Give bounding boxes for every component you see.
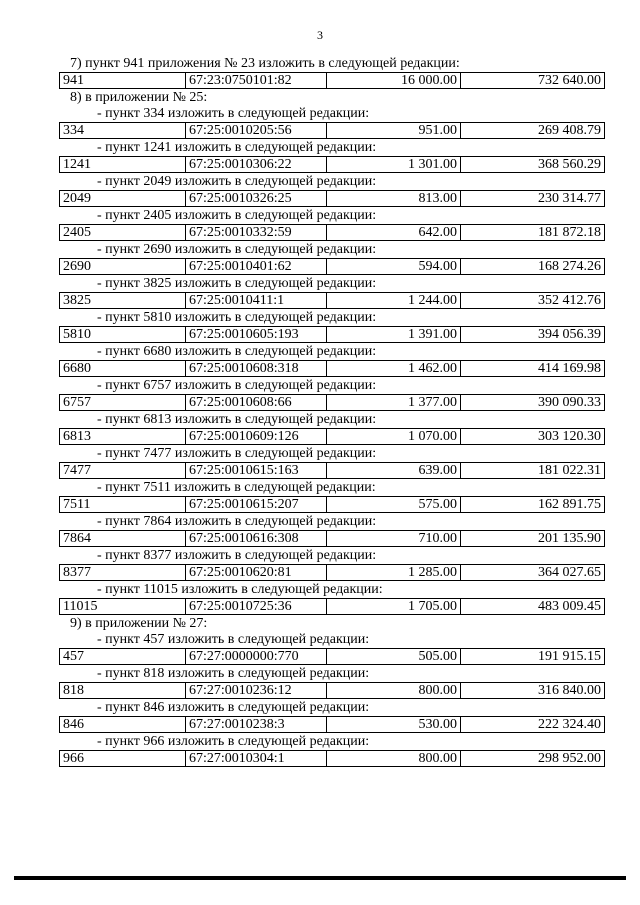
table-row xyxy=(59,190,605,207)
cadastral-number-cell: 67:25:0010725:36 xyxy=(186,599,327,614)
value-cell: 483 009.45 xyxy=(538,599,601,614)
area-cell: 505.00 xyxy=(327,649,461,664)
item-number-cell: 7864 xyxy=(60,531,186,546)
instruction-line: - пункт 2405 изложить в следующей редакции: xyxy=(97,208,377,223)
instruction-line: - пункт 8377 изложить в следующей редакции: xyxy=(97,548,377,563)
item-number-cell: 5810 xyxy=(60,327,186,342)
table-row xyxy=(59,122,605,139)
table-row xyxy=(59,224,605,241)
cadastral-number-cell: 67:25:0010609:126 xyxy=(186,429,327,444)
table-row xyxy=(59,258,605,275)
instruction-line: - пункт 6757 изложить в следующей редакции: xyxy=(97,378,377,393)
table-row xyxy=(59,716,605,733)
footer-rule xyxy=(14,876,626,880)
cadastral-number-cell: 67:25:0010608:66 xyxy=(186,395,327,410)
item-number-cell: 457 xyxy=(60,649,186,664)
value-cell: 181 022.31 xyxy=(538,463,601,478)
area-cell: 1 705.00 xyxy=(327,599,461,614)
item-number-cell: 966 xyxy=(60,751,186,766)
instruction-line: - пункт 7864 изложить в следующей редакции: xyxy=(97,514,377,529)
item-number-cell: 3825 xyxy=(60,293,186,308)
value-cell: 316 840.00 xyxy=(538,683,601,698)
item-number-cell: 818 xyxy=(60,683,186,698)
section-heading: 7) пункт 941 приложения № 23 изложить в следующей редакции: xyxy=(70,56,460,71)
value-cell: 364 027.65 xyxy=(538,565,601,580)
cadastral-number-cell: 67:25:0010205:56 xyxy=(186,123,327,138)
value-cell: 181 872.18 xyxy=(538,225,601,240)
area-cell: 1 301.00 xyxy=(327,157,461,172)
table-row xyxy=(59,682,605,699)
table-row xyxy=(59,496,605,513)
cadastral-number-cell: 67:27:0000000:770 xyxy=(186,649,327,664)
item-number-cell: 846 xyxy=(60,717,186,732)
area-cell: 530.00 xyxy=(327,717,461,732)
table-row xyxy=(59,648,605,665)
cadastral-number-cell: 67:25:0010411:1 xyxy=(186,293,327,308)
instruction-line: - пункт 5810 изложить в следующей редакции: xyxy=(97,310,377,325)
cadastral-number-cell: 67:27:0010236:12 xyxy=(186,683,327,698)
section-heading: 9) в приложении № 27: xyxy=(70,616,208,631)
area-cell: 1 377.00 xyxy=(327,395,461,410)
item-number-cell: 7511 xyxy=(60,497,186,512)
value-cell: 732 640.00 xyxy=(538,73,601,88)
instruction-line: - пункт 6680 изложить в следующей редакции: xyxy=(97,344,377,359)
cadastral-number-cell: 67:25:0010401:62 xyxy=(186,259,327,274)
area-cell: 594.00 xyxy=(327,259,461,274)
item-number-cell: 2049 xyxy=(60,191,186,206)
table-row xyxy=(59,530,605,547)
instruction-line: - пункт 334 изложить в следующей редакции: xyxy=(97,106,370,121)
value-cell: 298 952.00 xyxy=(538,751,601,766)
instruction-line: - пункт 457 изложить в следующей редакции: xyxy=(97,632,370,647)
table-row xyxy=(59,292,605,309)
cadastral-number-cell: 67:25:0010620:81 xyxy=(186,565,327,580)
value-cell: 368 560.29 xyxy=(538,157,601,172)
value-cell: 191 915.15 xyxy=(538,649,601,664)
table-row xyxy=(59,326,605,343)
cadastral-number-cell: 67:25:0010605:193 xyxy=(186,327,327,342)
value-cell: 168 274.26 xyxy=(538,259,601,274)
item-number-cell: 6680 xyxy=(60,361,186,376)
value-cell: 414 169.98 xyxy=(538,361,601,376)
item-number-cell: 8377 xyxy=(60,565,186,580)
cadastral-number-cell: 67:25:0010306:22 xyxy=(186,157,327,172)
instruction-line: - пункт 846 изложить в следующей редакции: xyxy=(97,700,370,715)
area-cell: 1 391.00 xyxy=(327,327,461,342)
instruction-line: - пункт 7477 изложить в следующей редакции: xyxy=(97,446,377,461)
area-cell: 642.00 xyxy=(327,225,461,240)
cadastral-number-cell: 67:23:0750101:82 xyxy=(186,73,327,88)
area-cell: 16 000.00 xyxy=(327,73,461,88)
table-row xyxy=(59,750,605,767)
instruction-line: - пункт 7511 изложить в следующей редакции: xyxy=(97,480,376,495)
instruction-line: - пункт 2049 изложить в следующей редакции: xyxy=(97,174,377,189)
area-cell: 1 285.00 xyxy=(327,565,461,580)
area-cell: 639.00 xyxy=(327,463,461,478)
cadastral-number-cell: 67:25:0010608:318 xyxy=(186,361,327,376)
value-cell: 230 314.77 xyxy=(538,191,601,206)
section-heading: 8) в приложении № 25: xyxy=(70,90,208,105)
instruction-line: - пункт 3825 изложить в следующей редакции: xyxy=(97,276,377,291)
value-cell: 162 891.75 xyxy=(538,497,601,512)
area-cell: 575.00 xyxy=(327,497,461,512)
item-number-cell: 11015 xyxy=(60,599,186,614)
instruction-line: - пункт 11015 изложить в следующей редакции: xyxy=(97,582,383,597)
table-row xyxy=(59,394,605,411)
item-number-cell: 2405 xyxy=(60,225,186,240)
item-number-cell: 941 xyxy=(60,73,186,88)
area-cell: 813.00 xyxy=(327,191,461,206)
cadastral-number-cell: 67:27:0010304:1 xyxy=(186,751,327,766)
value-cell: 390 090.33 xyxy=(538,395,601,410)
area-cell: 710.00 xyxy=(327,531,461,546)
value-cell: 394 056.39 xyxy=(538,327,601,342)
item-number-cell: 7477 xyxy=(60,463,186,478)
instruction-line: - пункт 818 изложить в следующей редакции: xyxy=(97,666,370,681)
table-row xyxy=(59,462,605,479)
value-cell: 201 135.90 xyxy=(538,531,601,546)
table-row xyxy=(59,564,605,581)
area-cell: 1 244.00 xyxy=(327,293,461,308)
item-number-cell: 6757 xyxy=(60,395,186,410)
table-row xyxy=(59,156,605,173)
cadastral-number-cell: 67:25:0010615:207 xyxy=(186,497,327,512)
value-cell: 352 412.76 xyxy=(538,293,601,308)
cadastral-number-cell: 67:25:0010615:163 xyxy=(186,463,327,478)
item-number-cell: 6813 xyxy=(60,429,186,444)
page-number: 3 xyxy=(317,28,323,42)
cadastral-number-cell: 67:27:0010238:3 xyxy=(186,717,327,732)
item-number-cell: 334 xyxy=(60,123,186,138)
cadastral-number-cell: 67:25:0010616:308 xyxy=(186,531,327,546)
area-cell: 800.00 xyxy=(327,751,461,766)
item-number-cell: 2690 xyxy=(60,259,186,274)
table-row xyxy=(59,428,605,445)
instruction-line: - пункт 966 изложить в следующей редакции: xyxy=(97,734,370,749)
table-row xyxy=(59,360,605,377)
value-cell: 303 120.30 xyxy=(538,429,601,444)
instruction-line: - пункт 1241 изложить в следующей редакции: xyxy=(97,140,377,155)
cadastral-number-cell: 67:25:0010332:59 xyxy=(186,225,327,240)
table-row xyxy=(59,72,605,89)
value-cell: 222 324.40 xyxy=(538,717,601,732)
area-cell: 1 070.00 xyxy=(327,429,461,444)
area-cell: 951.00 xyxy=(327,123,461,138)
area-cell: 800.00 xyxy=(327,683,461,698)
instruction-line: - пункт 6813 изложить в следующей редакции: xyxy=(97,412,377,427)
item-number-cell: 1241 xyxy=(60,157,186,172)
area-cell: 1 462.00 xyxy=(327,361,461,376)
instruction-line: - пункт 2690 изложить в следующей редакции: xyxy=(97,242,377,257)
table-row xyxy=(59,598,605,615)
cadastral-number-cell: 67:25:0010326:25 xyxy=(186,191,327,206)
value-cell: 269 408.79 xyxy=(538,123,601,138)
